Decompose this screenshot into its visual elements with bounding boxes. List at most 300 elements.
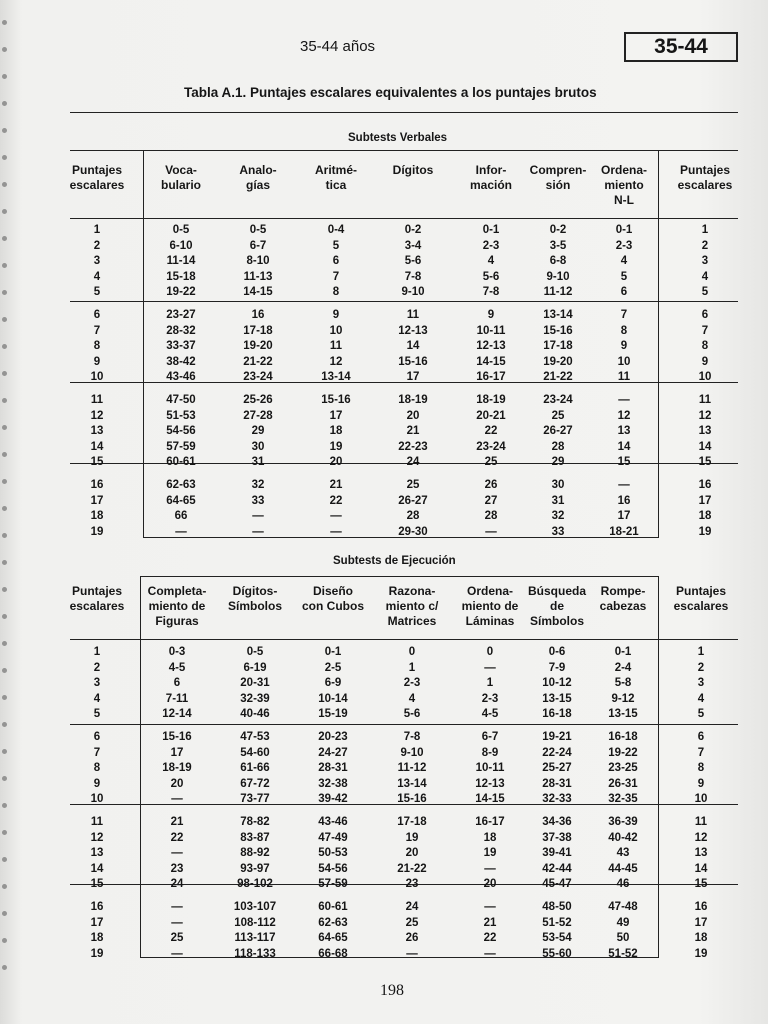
- table-cell: 18: [329, 425, 343, 438]
- table-cell: 18-19: [476, 394, 506, 406]
- table-cell: 27: [484, 494, 498, 507]
- table-cell: 3: [93, 677, 101, 690]
- table-cell: 108-112: [234, 916, 276, 929]
- table-cell: 0-5: [249, 224, 267, 236]
- table-cell: 17-18: [543, 340, 573, 353]
- table-cell: 28: [406, 510, 420, 523]
- table-cell: 33: [251, 494, 265, 507]
- table-cell: 6-10: [169, 239, 193, 252]
- table-cell: —: [171, 793, 183, 806]
- table-cell: 2-4: [614, 661, 632, 674]
- column-header: Puntajes escalares: [677, 163, 733, 192]
- table-cell: 6-19: [243, 661, 267, 674]
- table-cell: —: [485, 525, 497, 538]
- table-cell: 54-56: [166, 425, 196, 438]
- table-cell: 30: [251, 440, 265, 453]
- table-cell: 39-41: [542, 847, 572, 860]
- table-cell: 13-14: [543, 309, 573, 321]
- table-title: Tabla A.1. Puntajes escalares equivalentes a los puntajes brutos: [184, 85, 597, 100]
- table-cell: 7-11: [165, 692, 189, 705]
- table-cell: 17: [90, 916, 104, 929]
- table-cell: 11-14: [166, 255, 196, 268]
- table-cell: 15-16: [162, 731, 192, 743]
- table-cell: 39-42: [318, 793, 348, 806]
- table-cell: —: [252, 510, 264, 523]
- table-cell: 5-6: [482, 270, 500, 283]
- table-cell: 20-31: [240, 677, 270, 690]
- table-cell: 21: [483, 916, 497, 929]
- table-cell: —: [484, 862, 496, 875]
- table-cell: 73-77: [240, 793, 270, 806]
- table-cell: 9-10: [546, 270, 570, 283]
- table-cell: 17: [406, 371, 420, 384]
- table-cell: 7: [620, 309, 628, 321]
- table-cell: 50: [616, 932, 630, 945]
- table-cell: 12-13: [475, 777, 505, 790]
- table-cell: 66-68: [318, 947, 348, 960]
- table-cell: 10: [698, 371, 712, 384]
- table-cell: 25-27: [542, 762, 572, 775]
- column-header: Puntajes escalares: [69, 584, 125, 613]
- table-cell: 4: [620, 255, 628, 268]
- age-range-corner-label: 35-44: [624, 32, 738, 62]
- table-cell: 2: [701, 239, 709, 252]
- table-cell: 16: [90, 901, 104, 913]
- table-cell: 1: [486, 677, 494, 690]
- column-header: Voca- bulario: [160, 163, 201, 192]
- table-cell: 12: [698, 409, 712, 422]
- table-cell: 21-22: [243, 355, 273, 368]
- binding-hole: [2, 263, 7, 268]
- column-header: Ordena- miento N-L: [600, 163, 647, 207]
- table-cell: 15: [90, 878, 104, 891]
- table-cell: 40-42: [608, 831, 638, 844]
- table-cell: 32: [251, 479, 265, 491]
- table-cell: 54-60: [240, 746, 270, 759]
- table-cell: 11-12: [543, 286, 573, 299]
- table-cell: 18-19: [162, 762, 192, 775]
- table-cell: 51-52: [608, 947, 638, 960]
- table-cell: 8: [93, 762, 101, 775]
- table-cell: 14-15: [475, 793, 505, 806]
- table-cell: 113-117: [234, 932, 276, 945]
- table-cell: 11-13: [243, 270, 273, 283]
- table-cell: 16-18: [542, 708, 572, 721]
- table-cell: 5-6: [404, 255, 422, 268]
- table-cell: 12-14: [162, 708, 192, 721]
- table-cell: 23-27: [166, 309, 196, 321]
- group-rule: [70, 301, 738, 302]
- table-cell: 17: [170, 746, 184, 759]
- table-cell: 30: [551, 479, 565, 491]
- table-cell: 4-5: [481, 708, 499, 721]
- binding-hole: [2, 290, 7, 295]
- table-cell: 2-3: [615, 239, 633, 252]
- table-cell: —: [171, 901, 183, 913]
- table-cell: 20: [405, 847, 419, 860]
- table-cell: 38-42: [166, 355, 196, 368]
- table-cell: 47-48: [608, 901, 638, 913]
- table-cell: 20: [483, 878, 497, 891]
- table-cell: 45-47: [542, 878, 572, 891]
- table-cell: 19-22: [166, 286, 196, 299]
- table-cell: 50-53: [318, 847, 348, 860]
- table-cell: 55-60: [542, 947, 572, 960]
- table-cell: 22: [170, 831, 184, 844]
- table-cell: 9-12: [611, 692, 635, 705]
- table-cell: 6: [93, 731, 101, 743]
- table-cell: 6-7: [249, 239, 267, 252]
- table-cell: —: [618, 479, 630, 491]
- table-cell: 12-13: [476, 340, 506, 353]
- table-cell: 5-8: [614, 677, 632, 690]
- table-cell: 23-24: [543, 394, 573, 406]
- header-rule: [70, 218, 738, 219]
- table-cell: 17-18: [397, 816, 427, 828]
- table-cell: 0: [408, 646, 416, 658]
- table-cell: 78-82: [240, 816, 270, 828]
- table-cell: 5: [701, 286, 709, 299]
- table-cell: 14: [90, 862, 104, 875]
- table-cell: 3: [93, 255, 101, 268]
- table-cell: 15-16: [321, 394, 351, 406]
- table-cell: 22: [329, 494, 343, 507]
- table-cell: 83-87: [240, 831, 270, 844]
- table-cell: 64-65: [318, 932, 348, 945]
- table-cell: 18-19: [398, 394, 428, 406]
- table-cell: 32: [551, 510, 565, 523]
- table-cell: 27-28: [243, 409, 273, 422]
- binding-hole: [2, 803, 7, 808]
- table-cell: —: [406, 947, 418, 960]
- binding-hole: [2, 749, 7, 754]
- table-cell: 21-22: [543, 371, 573, 384]
- table-cell: 8-9: [481, 746, 499, 759]
- binding-hole: [2, 506, 7, 511]
- table-cell: 9: [93, 777, 101, 790]
- table-cell: 43: [616, 847, 630, 860]
- table-cell: 17: [698, 494, 712, 507]
- table-cell: —: [618, 394, 630, 406]
- table-cell: 14: [406, 340, 420, 353]
- table-cell: 2-3: [403, 677, 421, 690]
- table-cell: 22: [484, 425, 498, 438]
- table-cell: 11: [90, 394, 104, 406]
- binding-hole: [2, 641, 7, 646]
- table-cell: 62-63: [166, 479, 196, 491]
- table-cell: 0-1: [615, 224, 633, 236]
- table-cell: 1: [701, 224, 709, 236]
- table-cell: 0-3: [168, 646, 186, 658]
- table-cell: 0-2: [404, 224, 422, 236]
- table-cell: 15: [698, 456, 712, 469]
- table-cell: 103-107: [233, 901, 277, 913]
- table-cell: 4-5: [168, 661, 186, 674]
- table-cell: 17: [329, 409, 343, 422]
- binding-hole: [2, 425, 7, 430]
- table-cell: 16: [617, 494, 631, 507]
- table-cell: 54-56: [318, 862, 348, 875]
- table-cell: —: [171, 847, 183, 860]
- table-cell: 11: [406, 309, 420, 321]
- table-cell: 18: [694, 932, 708, 945]
- table-cell: 37-38: [542, 831, 572, 844]
- table-cell: 7: [697, 746, 705, 759]
- table-cell: 19-21: [542, 731, 572, 743]
- binding-hole: [2, 317, 7, 322]
- table-cell: 29: [551, 456, 565, 469]
- table-cell: 33-37: [166, 340, 196, 353]
- table-cell: 29-30: [398, 525, 428, 538]
- binding-hole: [2, 47, 7, 52]
- table-cell: 5: [620, 270, 628, 283]
- table-cell: 17: [90, 494, 104, 507]
- table-cell: —: [171, 947, 183, 960]
- table-cell: 15-19: [318, 708, 348, 721]
- table-cell: 6: [620, 286, 628, 299]
- table-cell: 4: [93, 692, 101, 705]
- column-header: Completa- miento de Figuras: [147, 584, 207, 628]
- table-cell: —: [171, 916, 183, 929]
- table-cell: 18: [483, 831, 497, 844]
- table-cell: 0-1: [324, 646, 342, 658]
- binding-hole: [2, 182, 7, 187]
- binding-holes: [2, 20, 8, 1000]
- table-cell: 26: [405, 932, 419, 945]
- column-header: Diseño con Cubos: [302, 584, 364, 613]
- table-cell: 9: [620, 340, 628, 353]
- table-cell: 21: [406, 425, 420, 438]
- table-cell: 23-24: [243, 371, 273, 384]
- table-cell: 26-31: [608, 777, 638, 790]
- table-cell: 21: [170, 816, 184, 828]
- table-cell: 31: [551, 494, 565, 507]
- binding-hole: [2, 722, 7, 727]
- table-cell: 12: [329, 355, 343, 368]
- table-cell: 16-18: [608, 731, 638, 743]
- table-cell: 3-5: [549, 239, 567, 252]
- table-cell: 64-65: [166, 494, 196, 507]
- table-cell: 11: [617, 371, 631, 384]
- table-cell: 43-46: [318, 816, 348, 828]
- table-cell: 0: [486, 646, 494, 658]
- table-cell: 7-8: [403, 731, 421, 743]
- age-range-heading: 35-44 años: [300, 38, 376, 55]
- table-cell: 2-5: [324, 661, 342, 674]
- table-cell: —: [484, 661, 496, 674]
- table-cell: 13: [90, 847, 104, 860]
- table-cell: 6: [701, 309, 709, 321]
- binding-hole: [2, 452, 7, 457]
- table-cell: 11: [90, 816, 104, 828]
- table-cell: 67-72: [240, 777, 270, 790]
- table-cell: 8: [701, 340, 709, 353]
- binding-hole: [2, 938, 7, 943]
- table-cell: 11: [329, 340, 343, 353]
- table-cell: 15-16: [397, 793, 427, 806]
- binding-hole: [2, 128, 7, 133]
- binding-hole: [2, 857, 7, 862]
- table-cell: 20: [170, 777, 184, 790]
- binding-hole: [2, 560, 7, 565]
- table-cell: 8: [620, 324, 628, 337]
- binding-hole: [2, 236, 7, 241]
- binding-hole: [2, 74, 7, 79]
- table-cell: 15-16: [398, 355, 428, 368]
- table-cell: 28-32: [166, 324, 196, 337]
- table-cell: 7-8: [482, 286, 500, 299]
- table-cell: 12: [90, 409, 104, 422]
- table-cell: 10: [90, 371, 104, 384]
- table-cell: 32-38: [318, 777, 348, 790]
- table-cell: 25: [551, 409, 565, 422]
- column-header: Puntajes escalares: [69, 163, 125, 192]
- table-cell: 11: [694, 816, 708, 828]
- table-cell: 5: [93, 286, 101, 299]
- table-cell: 17: [617, 510, 631, 523]
- table-cell: 47-50: [166, 394, 196, 406]
- table-cell: 31: [251, 456, 265, 469]
- column-header: Infor- mación: [469, 163, 512, 192]
- table-cell: 6: [173, 677, 181, 690]
- table-cell: 15-16: [543, 324, 573, 337]
- table-cell: 14: [617, 440, 631, 453]
- table-cell: 32-35: [608, 793, 638, 806]
- table-cell: 21: [329, 479, 343, 491]
- table-cell: 0-4: [327, 224, 345, 236]
- binding-hole: [2, 398, 7, 403]
- table-cell: 5-6: [403, 708, 421, 721]
- table-cell: 9: [697, 777, 705, 790]
- table-cell: 19-22: [608, 746, 638, 759]
- table-cell: 1: [697, 646, 705, 658]
- table-cell: 12-13: [398, 324, 428, 337]
- binding-hole: [2, 884, 7, 889]
- table-cell: —: [484, 901, 496, 913]
- table-cell: 3: [697, 677, 705, 690]
- table-cell: 16-17: [475, 816, 505, 828]
- table-cell: 25: [405, 916, 419, 929]
- column-header: Aritmé- tica: [314, 163, 357, 192]
- binding-hole: [2, 965, 7, 970]
- group-rule: [70, 724, 738, 725]
- table-cell: 25: [406, 479, 420, 491]
- table-cell: —: [484, 947, 496, 960]
- table-cell: 4: [408, 692, 416, 705]
- binding-hole: [2, 344, 7, 349]
- table-cell: 19-20: [243, 340, 273, 353]
- table-cell: 13-14: [321, 371, 351, 384]
- table-cell: 14: [90, 440, 104, 453]
- table-cell: —: [330, 510, 342, 523]
- table-cell: 17: [694, 916, 708, 929]
- table-cell: 10-11: [476, 324, 506, 337]
- column-header: Dígitos: [392, 163, 434, 177]
- column-header: Compren- sión: [529, 163, 587, 192]
- table-cell: 60-61: [166, 456, 196, 469]
- table-cell: 2-3: [482, 239, 500, 252]
- table-cell: 16: [251, 309, 265, 321]
- verbal-section-title: Subtests Verbales: [348, 132, 448, 144]
- table-cell: 25: [484, 456, 498, 469]
- table-cell: 19: [694, 947, 708, 960]
- table-cell: 49: [616, 916, 630, 929]
- table-cell: 7: [332, 270, 340, 283]
- table-cell: 3: [701, 255, 709, 268]
- table-cell: 51-53: [166, 409, 196, 422]
- table-cell: 18: [90, 510, 104, 523]
- table-cell: 9: [487, 309, 495, 321]
- table-cell: 20: [329, 456, 343, 469]
- table-cell: 16: [90, 479, 104, 491]
- binding-hole: [2, 668, 7, 673]
- table-cell: 16: [694, 901, 708, 913]
- table-cell: 2: [93, 661, 101, 674]
- table-cell: 14: [698, 440, 712, 453]
- table-cell: 24: [405, 901, 419, 913]
- table-cell: 43-46: [166, 371, 196, 384]
- table-cell: 13: [694, 847, 708, 860]
- table-cell: 3-4: [404, 239, 422, 252]
- table-cell: —: [330, 525, 342, 538]
- table-cell: 1: [93, 224, 101, 236]
- table-cell: 21-22: [397, 862, 427, 875]
- binding-hole: [2, 614, 7, 619]
- table-cell: 57-59: [318, 878, 348, 891]
- table-cell: 1: [408, 661, 416, 674]
- table-cell: 28: [551, 440, 565, 453]
- table-cell: 24: [406, 456, 420, 469]
- table-cell: 11: [698, 394, 712, 406]
- column-header: Analo- gías: [239, 163, 277, 192]
- table-cell: 0-1: [614, 646, 632, 658]
- table-cell: 28-31: [542, 777, 572, 790]
- table-cell: 22-23: [398, 440, 428, 453]
- table-cell: 34-36: [542, 816, 572, 828]
- table-cell: 9-10: [400, 746, 424, 759]
- table-cell: 6: [332, 255, 340, 268]
- table-cell: 0-2: [549, 224, 567, 236]
- table-cell: 40-46: [240, 708, 270, 721]
- table-cell: 20-21: [476, 409, 506, 422]
- table-cell: 23-24: [476, 440, 506, 453]
- table-cell: 47-53: [240, 731, 270, 743]
- table-cell: 18: [698, 510, 712, 523]
- table-cell: 8: [93, 340, 101, 353]
- table-cell: 19: [483, 847, 497, 860]
- table-cell: 5: [93, 708, 101, 721]
- table-cell: —: [252, 525, 264, 538]
- table-cell: 6-8: [549, 255, 567, 268]
- table-cell: 28: [484, 510, 498, 523]
- binding-hole: [2, 776, 7, 781]
- ejecucion-section-title: Subtests de Ejecución: [333, 555, 456, 567]
- table-cell: 7-9: [548, 661, 566, 674]
- table-cell: 5: [332, 239, 340, 252]
- binding-hole: [2, 695, 7, 700]
- table-cell: 8: [697, 762, 705, 775]
- table-cell: 19: [329, 440, 343, 453]
- table-cell: 13-14: [397, 777, 427, 790]
- column-header: Puntajes escalares: [673, 584, 729, 613]
- table-cell: 15-18: [166, 270, 196, 283]
- table-cell: 36-39: [608, 816, 638, 828]
- binding-hole: [2, 533, 7, 538]
- table-cell: 13: [698, 425, 712, 438]
- table-cell: 9: [93, 355, 101, 368]
- table-cell: 10: [617, 355, 631, 368]
- table-cell: 10: [329, 324, 343, 337]
